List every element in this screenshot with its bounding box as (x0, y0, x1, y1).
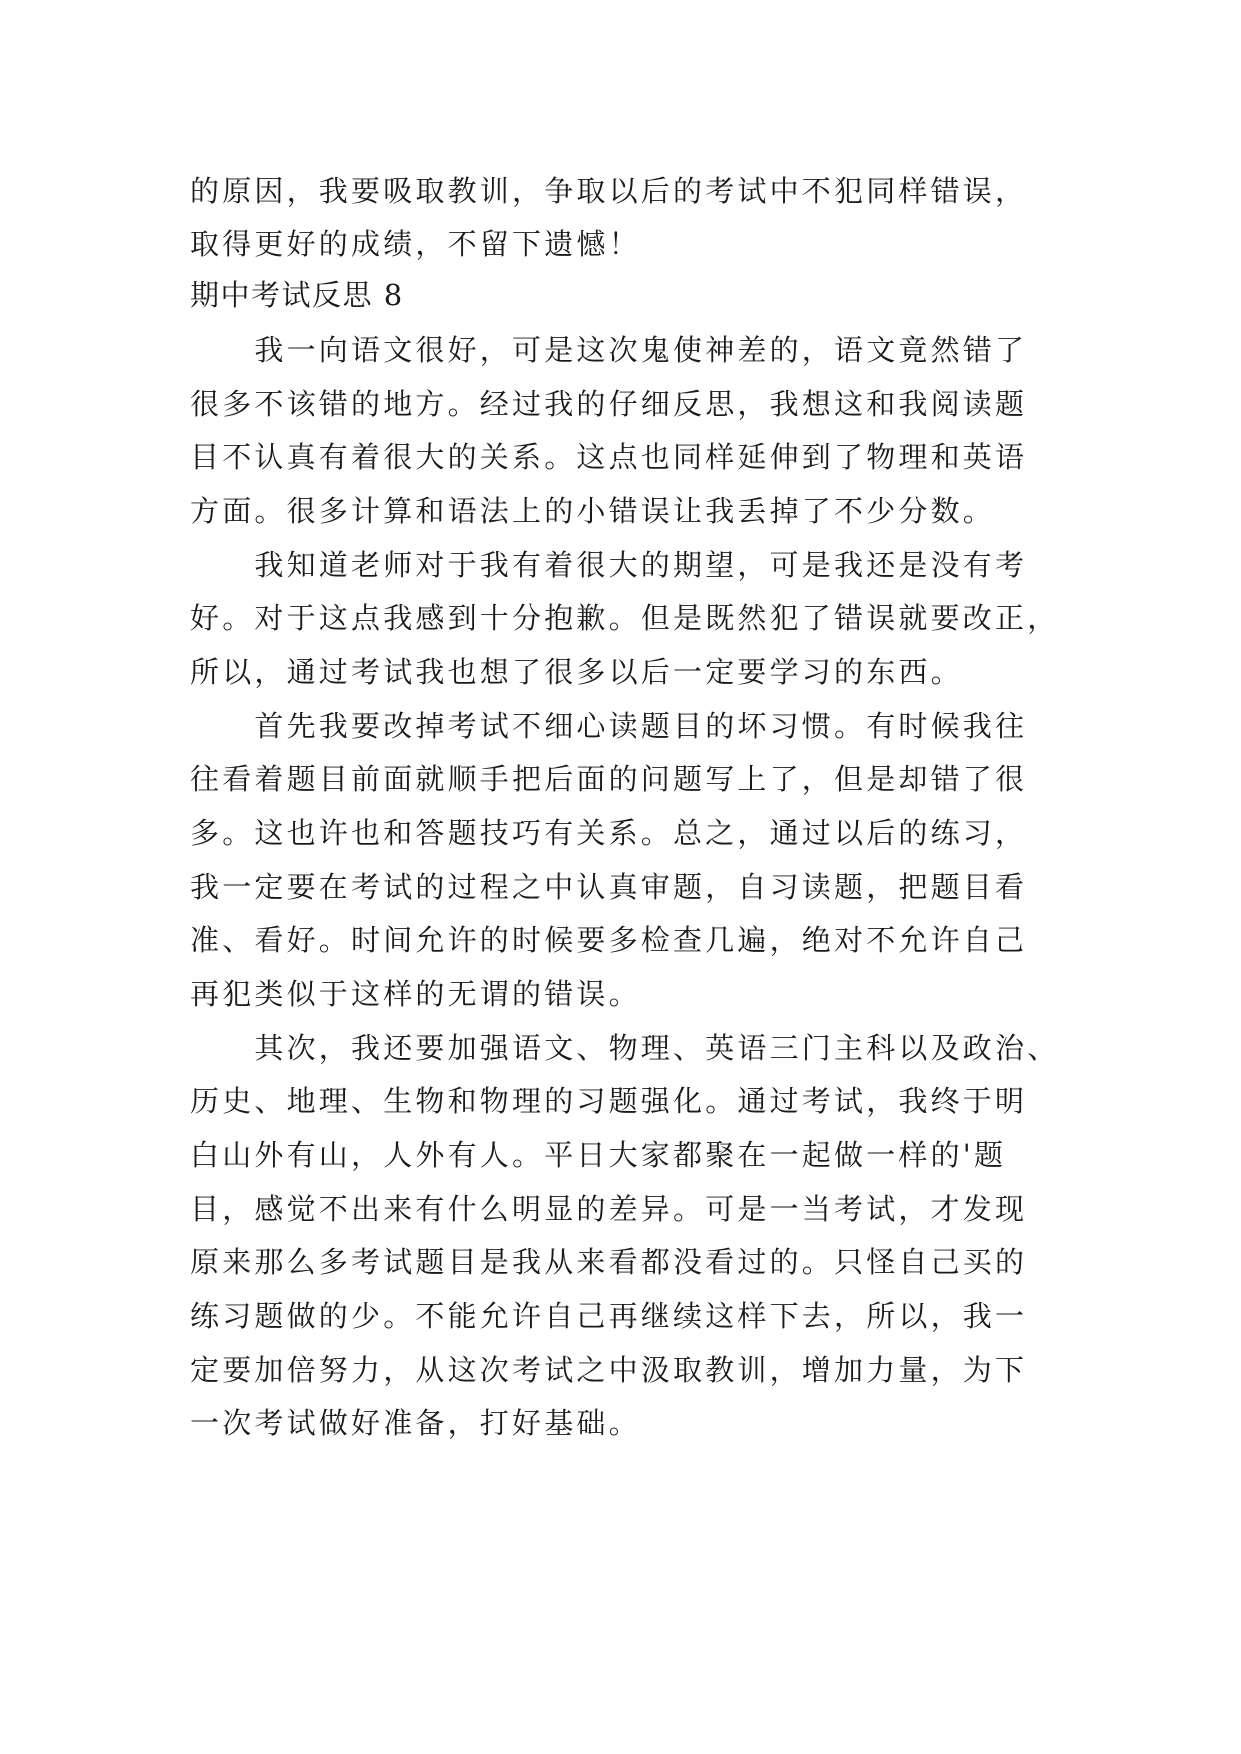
paragraph-line: 首先我要改掉考试不细心读题目的坏习惯。有时候我往 (190, 709, 1028, 743)
paragraph-line: 很多不该错的地方。经过我的仔细反思，我想这和我阅读题 (190, 387, 1028, 421)
paragraph-line: 定要加倍努力，从这次考试之中汲取教训，增加力量，为下 (190, 1353, 1028, 1387)
paragraph-line: 一次考试做好准备，打好基础。 (190, 1406, 641, 1440)
paragraph-line: 目不认真有着很大的关系。这点也同样延伸到了物理和英语 (190, 440, 1028, 474)
paragraph-line: 我一定要在考试的过程之中认真审题，自习读题，把题目看 (190, 870, 1028, 904)
paragraph-line: 好。对于这点我感到十分抱歉。但是既然犯了错误就要改正， (190, 601, 1060, 635)
paragraph-line: 练习题做的少。不能允许自己再继续这样下去，所以，我一 (190, 1299, 1028, 1333)
paragraph-line: 历史、地理、生物和物理的习题强化。通过考试，我终于明 (190, 1084, 1028, 1118)
paragraph-line: 白山外有山，人外有人。平日大家都聚在一起做一样的'题 (190, 1138, 1007, 1172)
paragraph-line: 原来那么多考试题目是我从来看都没看过的。只怪自己买的 (190, 1245, 1028, 1279)
paragraph-line: 准、看好。时间允许的时候要多检查几遍，绝对不允许自己 (190, 923, 1028, 957)
paragraph-line: 其次，我还要加强语文、物理、英语三门主科以及政治、 (190, 1031, 1060, 1065)
paragraph-line: 我知道老师对于我有着很大的期望，可是我还是没有考 (190, 548, 1028, 582)
paragraph-line: 所以，通过考试我也想了很多以后一定要学习的东西。 (190, 655, 963, 689)
paragraph-line: 方面。很多计算和语法上的小错误让我丢掉了不少分数。 (190, 494, 996, 528)
continuation-line: 的原因，我要吸取教训，争取以后的考试中不犯同样错误， (190, 174, 1028, 208)
paragraph-line: 我一向语文很好，可是这次鬼使神差的，语文竟然错了 (190, 333, 1028, 367)
paragraph-line: 往看着题目前面就顺手把后面的问题写上了，但是却错了很 (190, 762, 1028, 796)
paragraph-line: 目，感觉不出来有什么明显的差异。可是一当考试，才发现 (190, 1192, 1028, 1226)
paragraph-line: 多。这也许也和答题技巧有关系。总之，通过以后的练习， (190, 816, 1028, 850)
paragraph-line: 再犯类似于这样的无谓的错误。 (190, 977, 641, 1011)
continuation-line: 取得更好的成绩，不留下遗憾！ (190, 227, 641, 261)
section-title: 期中考试反思 8 (190, 278, 404, 312)
